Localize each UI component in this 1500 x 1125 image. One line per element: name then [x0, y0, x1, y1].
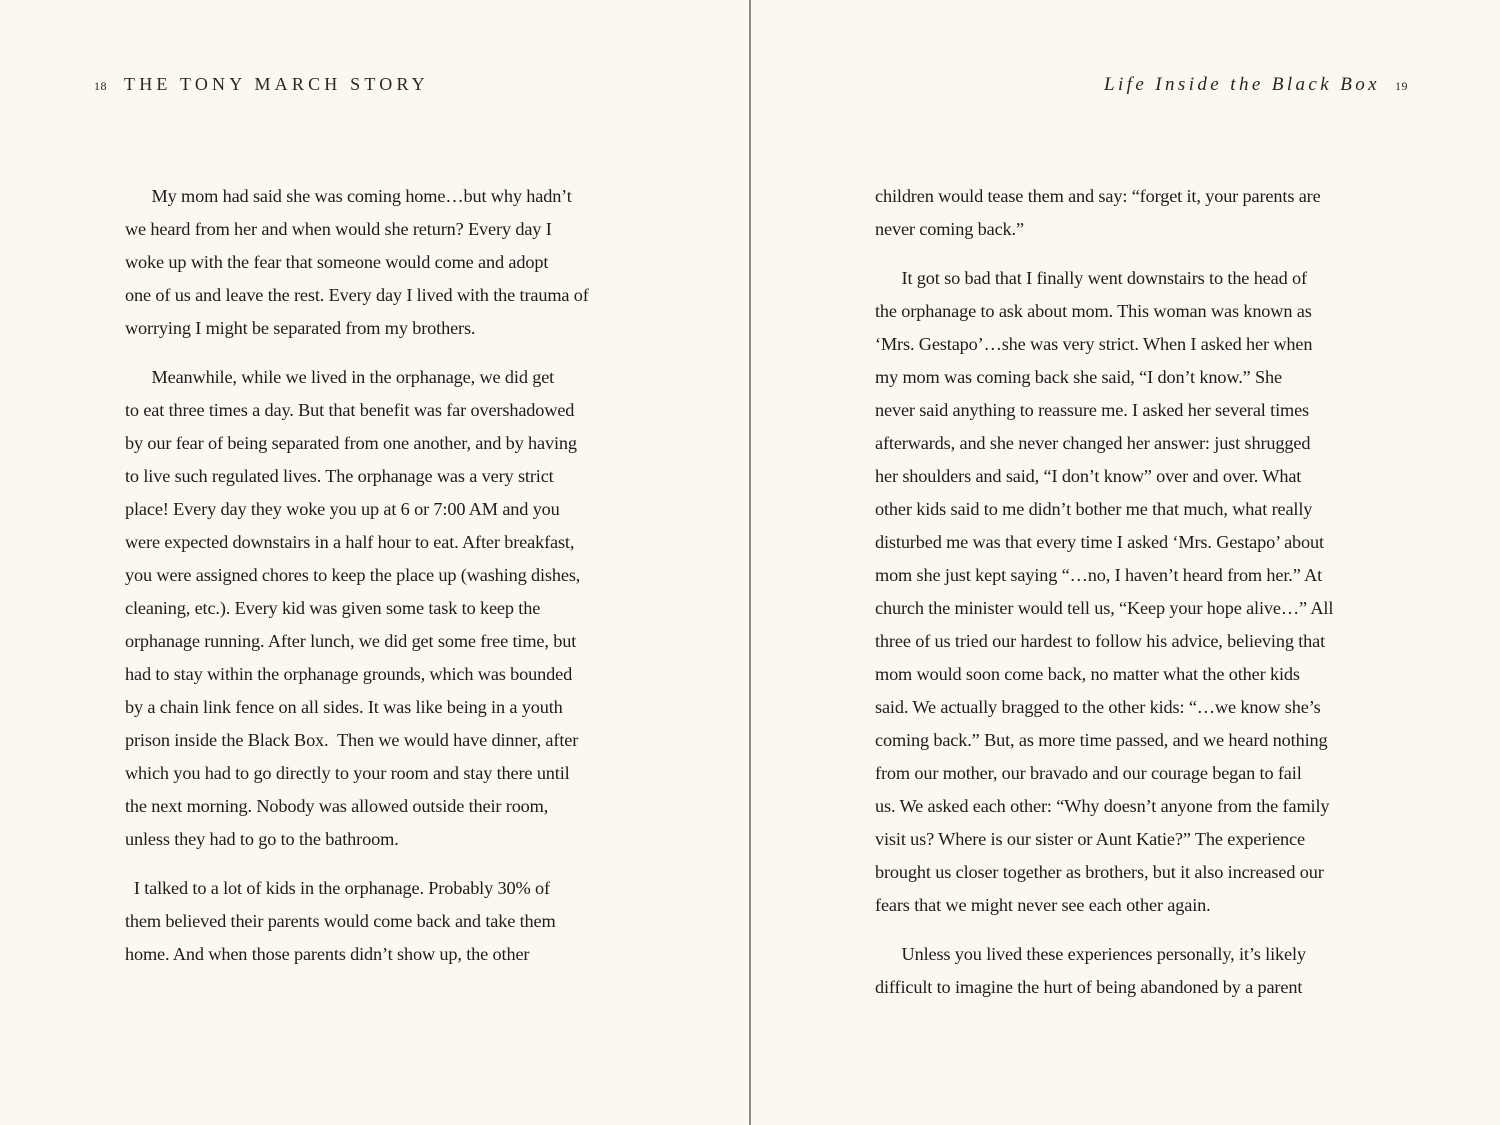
text-line: we heard from her and when would she return? Every day I: [125, 219, 552, 239]
text-line: her shoulders and said, “I don’t know” over and over. What: [875, 466, 1302, 486]
text-line: by our fear of being separated from one another, and by having: [125, 433, 577, 453]
paragraph: [875, 938, 1375, 1004]
text-line: difficult to imagine the hurt of being abandoned by a parent: [875, 977, 1303, 997]
book-title-running-head: THE TONY MARCH STORY: [124, 74, 429, 94]
text-line: cleaning, etc.). Every kid was given some task to keep the: [125, 598, 541, 618]
paragraph: [125, 361, 625, 856]
text-line: disturbed me was that every time I asked ‘Mrs. Gestapo’ about: [875, 532, 1324, 552]
text-line: ‘Mrs. Gestapo’…she was very strict. When I asked her when: [875, 334, 1313, 354]
paragraph: [875, 180, 1375, 246]
text-line: to eat three times a day. But that benefit was far overshadowed: [125, 400, 575, 420]
text-line: afterwards, and she never changed her answer: just shrugged: [875, 433, 1311, 453]
text-line: to live such regulated lives. The orphanage was a very strict: [125, 466, 554, 486]
text-line: Unless you lived these experiences personally, it’s likely: [875, 944, 1306, 964]
text-line: from our mother, our bravado and our courage began to fail: [875, 763, 1302, 783]
text-line: My mom had said she was coming home…but why hadn’t: [125, 186, 572, 206]
left-page-body: [125, 180, 625, 971]
text-line: other kids said to me didn’t bother me that much, what really: [875, 499, 1313, 519]
chapter-title-running-head: Life Inside the Black Box: [1104, 74, 1380, 95]
text-line: children would tease them and say: “forget it, your parents are: [875, 186, 1321, 206]
text-line: never coming back.”: [875, 219, 1024, 239]
paragraph: [125, 872, 625, 971]
text-line: mom she just kept saying “…no, I haven’t heard from her.” At: [875, 565, 1323, 585]
text-line: prison inside the Black Box. Then we would have dinner, after: [125, 730, 579, 750]
text-line: one of us and leave the rest. Every day I lived with the trauma of: [125, 285, 589, 305]
text-line: them believed their parents would come back and take them: [125, 911, 556, 931]
text-line: said. We actually bragged to the other kids: “…we know she’s: [875, 697, 1321, 717]
text-line: by a chain link fence on all sides. It was like being in a youth: [125, 697, 563, 717]
text-line: never said anything to reassure me. I asked her several times: [875, 400, 1310, 420]
text-line: woke up with the fear that someone would come and adopt: [125, 252, 549, 272]
text-line: unless they had to go to the bathroom.: [125, 829, 399, 849]
text-line: were expected downstairs in a half hour to eat. After breakfast,: [125, 532, 575, 552]
text-line: orphanage running. After lunch, we did get some free time, but: [125, 631, 577, 651]
text-line: church the minister would tell us, “Keep your hope alive…” All: [875, 598, 1334, 618]
right-page-header: [1104, 74, 1408, 102]
text-line: three of us tried our hardest to follow his advice, believing that: [875, 631, 1326, 651]
text-line: It got so bad that I finally went downstairs to the head of: [875, 268, 1307, 288]
paragraph: [875, 262, 1375, 922]
text-line: visit us? Where is our sister or Aunt Katie?” The experience: [875, 829, 1305, 849]
left-page-number: 18: [94, 79, 107, 93]
text-line: home. And when those parents didn’t show up, the other: [125, 944, 530, 964]
right-page: [751, 0, 1500, 1125]
text-line: Meanwhile, while we lived in the orphanage, we did get: [125, 367, 555, 387]
text-line: I talked to a lot of kids in the orphanage. Probably 30% of: [125, 878, 550, 898]
text-line: you were assigned chores to keep the place up (washing dishes,: [125, 565, 581, 585]
text-line: the next morning. Nobody was allowed outside their room,: [125, 796, 549, 816]
paragraph: [125, 180, 625, 345]
text-line: the orphanage to ask about mom. This woman was known as: [875, 301, 1312, 321]
right-page-body: [875, 180, 1375, 1004]
left-page-header: [94, 74, 429, 102]
text-line: us. We asked each other: “Why doesn’t anyone from the family: [875, 796, 1330, 816]
text-line: place! Every day they woke you up at 6 or 7:00 AM and you: [125, 499, 560, 519]
text-line: fears that we might never see each other again.: [875, 895, 1211, 915]
text-line: which you had to go directly to your room and stay there until: [125, 763, 570, 783]
right-page-number: 19: [1395, 79, 1408, 93]
text-line: my mom was coming back she said, “I don’t know.” She: [875, 367, 1283, 387]
text-line: worrying I might be separated from my brothers.: [125, 318, 476, 338]
text-line: mom would soon come back, no matter what the other kids: [875, 664, 1300, 684]
text-line: coming back.” But, as more time passed, and we heard nothing: [875, 730, 1328, 750]
text-line: brought us closer together as brothers, but it also increased our: [875, 862, 1324, 882]
text-line: had to stay within the orphanage grounds, which was bounded: [125, 664, 573, 684]
left-page: [0, 0, 749, 1125]
